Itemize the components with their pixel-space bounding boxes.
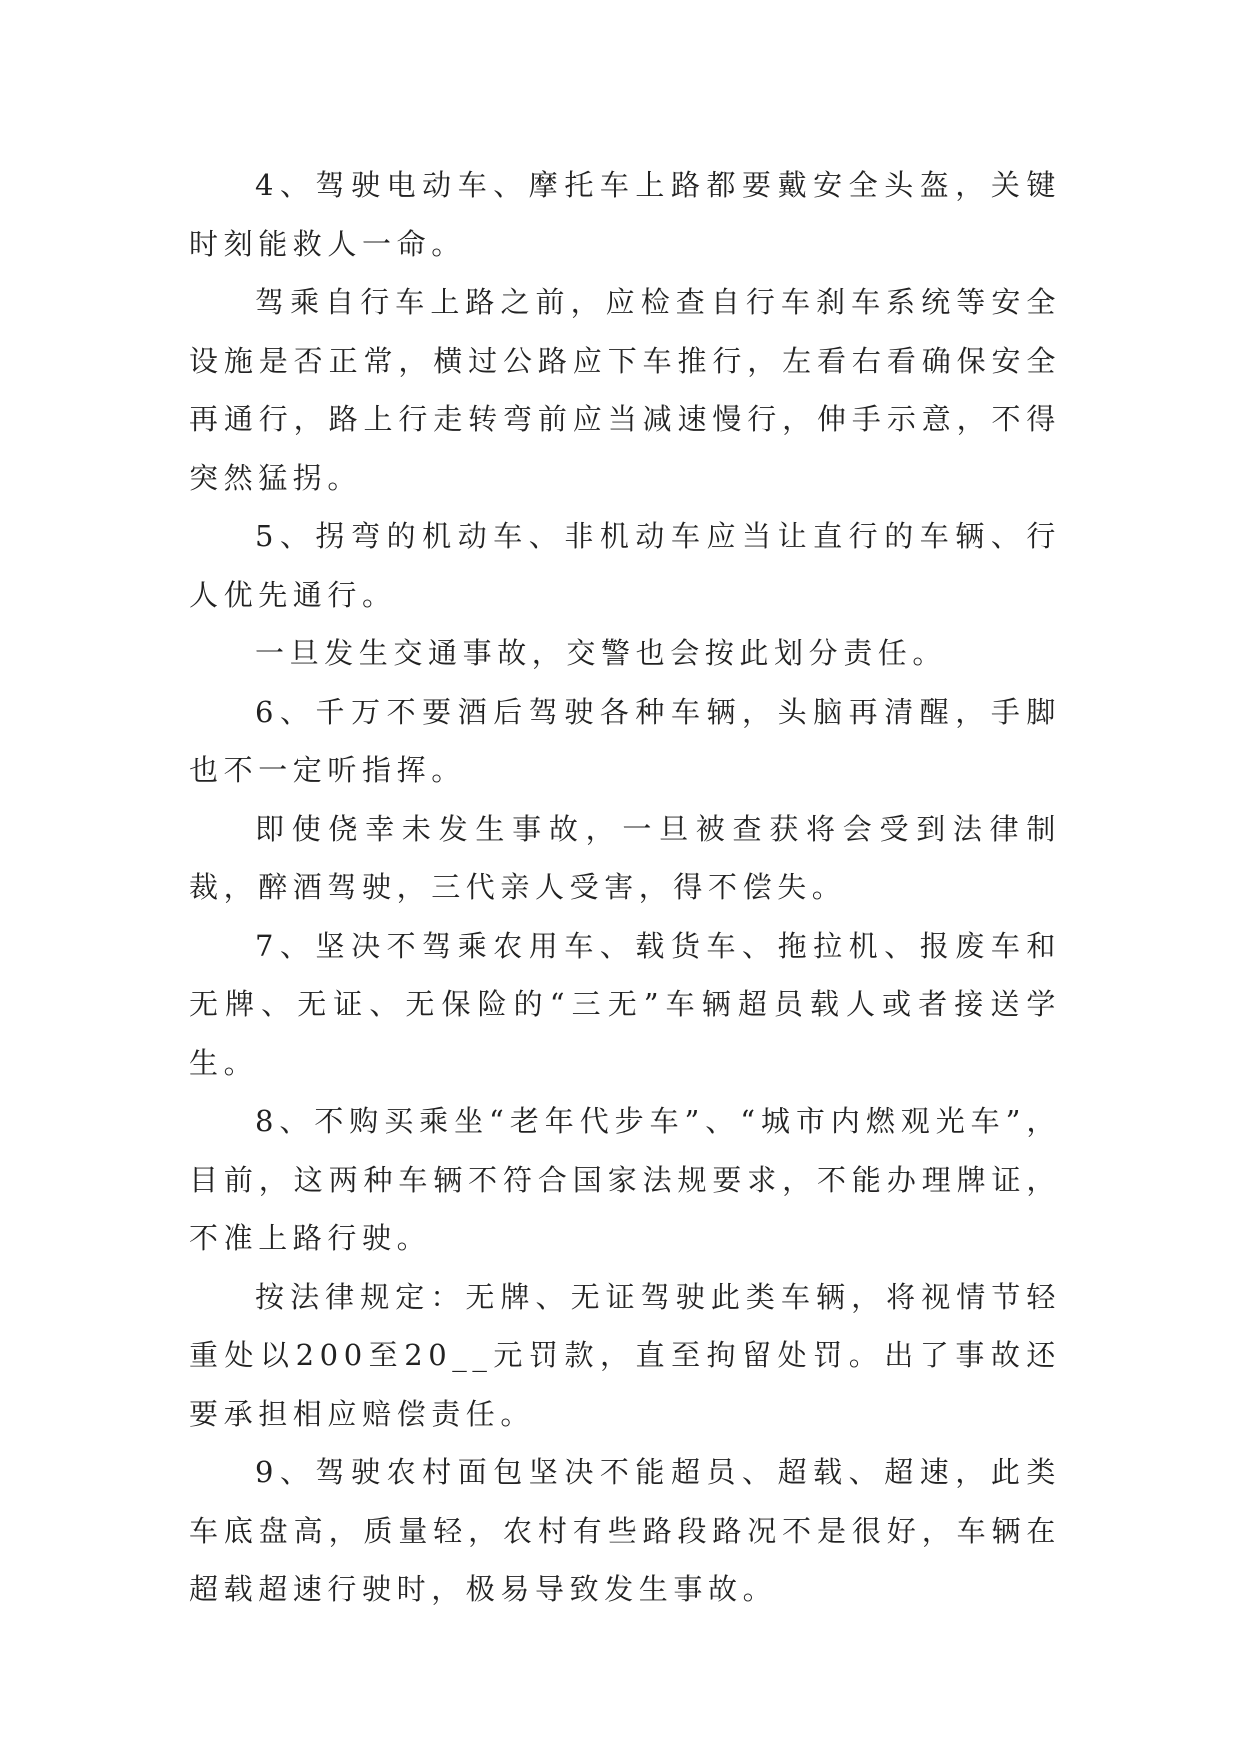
paragraph-rule-4: 4、驾驶电动车、摩托车上路都要戴安全头盔，关键时刻能救人一命。: [189, 168, 1061, 261]
paragraph-rule-6: 6、千万不要酒后驾驶各种车辆，头脑再清醒，手脚也不一定听指挥。: [189, 694, 1061, 787]
paragraph-rule-7: 7、坚决不驾乘农用车、载货车、拖拉机、报废车和无牌、无证、无保险的“三无”车辆超员载人或者接送学生。: [189, 928, 1061, 1080]
paragraph-bicycle-safety: 驾乘自行车上路之前，应检查自行车刹车系统等安全设施是否正常，横过公路应下车推行，左看右看确保安全再通行，路上行走转弯前应当减速慢行，伸手示意，不得突然猛拐。: [189, 285, 1061, 495]
paragraph-drunk-driving: 即使侥幸未发生事故，一旦被查获将会受到法律制裁，醉酒驾驶，三代亲人受害，得不偿失。: [189, 811, 1061, 904]
paragraph-legal-penalty: 按法律规定：无牌、无证驾驶此类车辆，将视情节轻重处以200至20__元罚款，直至拘留处罚。出了事故还要承担相应赔偿责任。: [189, 1279, 1061, 1431]
paragraph-rule-9: 9、驾驶农村面包坚决不能超员、超载、超速，此类车底盘高，质量轻，农村有些路段路况不是很好，车辆在超载超速行驶时，极易导致发生事故。: [189, 1455, 1061, 1606]
paragraph-rule-8: 8、不购买乘坐“老年代步车”、“城市内燃观光车”，目前，这两种车辆不符合国家法规要求，不能办理牌证，不准上路行驶。: [189, 1104, 1061, 1255]
paragraph-rule-5: 5、拐弯的机动车、非机动车应当让直行的车辆、行人优先通行。: [189, 519, 1061, 612]
document-body: [189, 156, 1061, 1619]
paragraph-accident-responsibility: 一旦发生交通事故，交警也会按此划分责任。: [255, 636, 948, 670]
